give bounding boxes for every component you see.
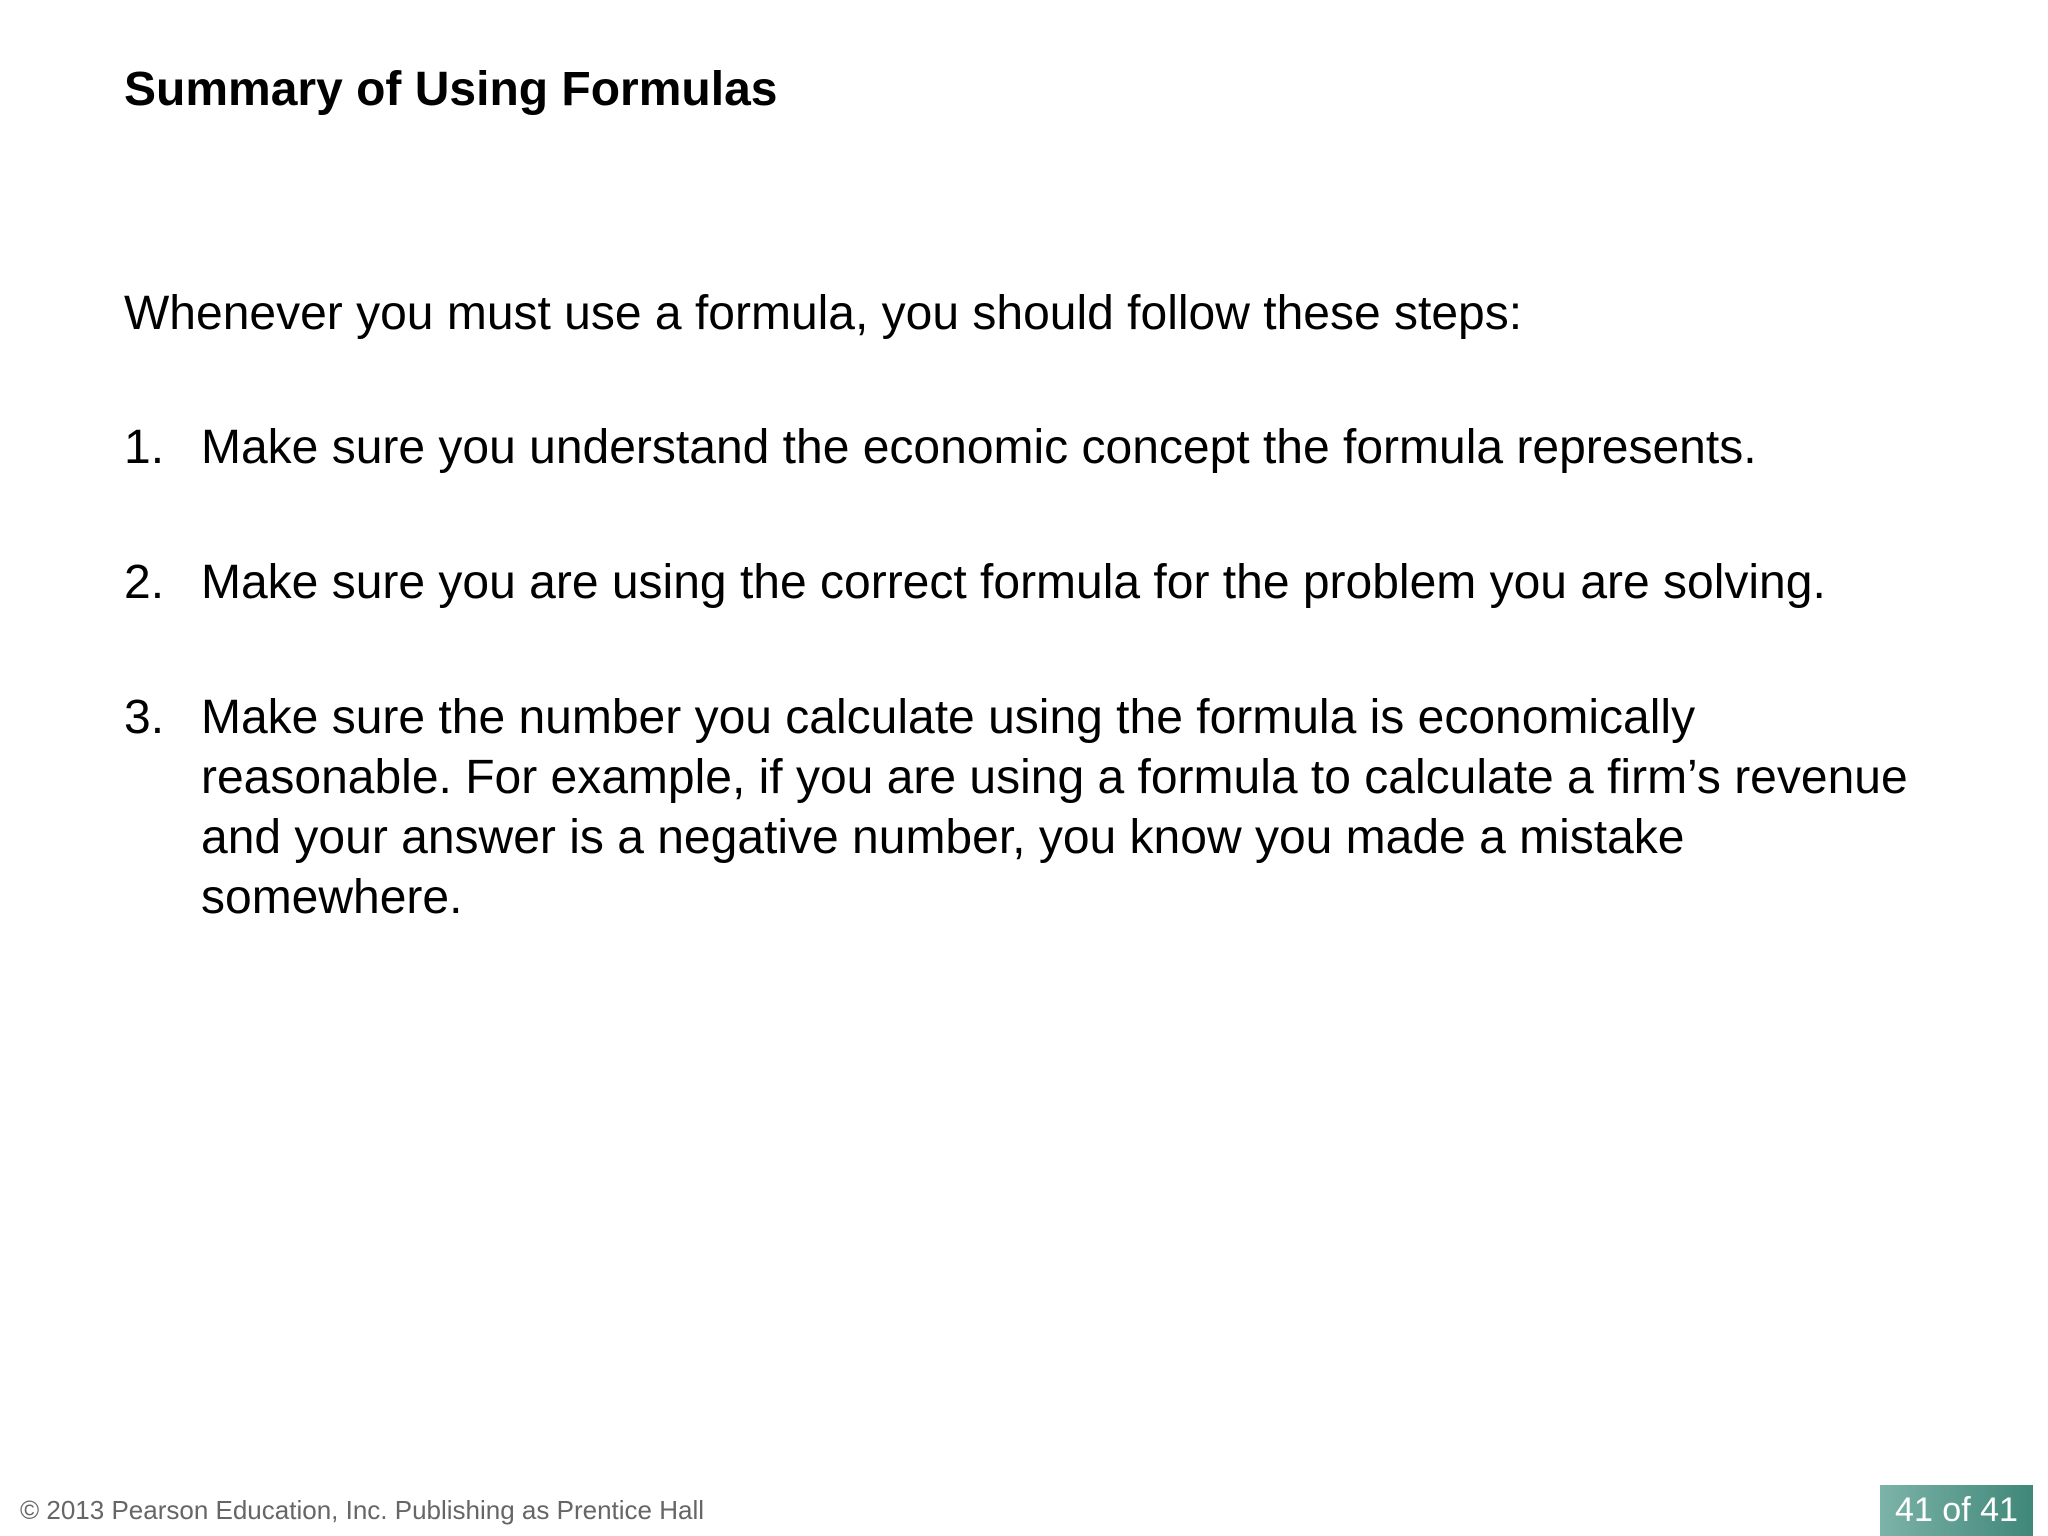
copyright-notice: © 2013 Pearson Education, Inc. Publishing as Prentice Hall [20, 1495, 704, 1525]
steps-list [124, 418, 2024, 1003]
slide-title: Summary of Using Formulas [124, 63, 778, 116]
step-number: 2. [124, 556, 165, 609]
step-number: 1. [124, 421, 165, 474]
step-item [124, 688, 2024, 928]
step-text: Make sure you are using the correct formula for the problem you are solving. [201, 556, 1826, 609]
step-text: Make sure you understand the economic concept the formula represents. [201, 421, 1757, 474]
page-indicator: 41 of 41 [1880, 1485, 2033, 1536]
intro-text: Whenever you must use a formula, you should follow these steps: [124, 287, 1523, 340]
step-number: 3. [124, 691, 165, 744]
step-text: Make sure the number you calculate using the formula is economically reasonable. For example, if you are using a formula to calculate a firm’s revenue and your answer is a negative number, you know you made a mistake somewhere. [201, 691, 1908, 924]
step-item [124, 418, 2024, 478]
step-item [124, 553, 2024, 613]
